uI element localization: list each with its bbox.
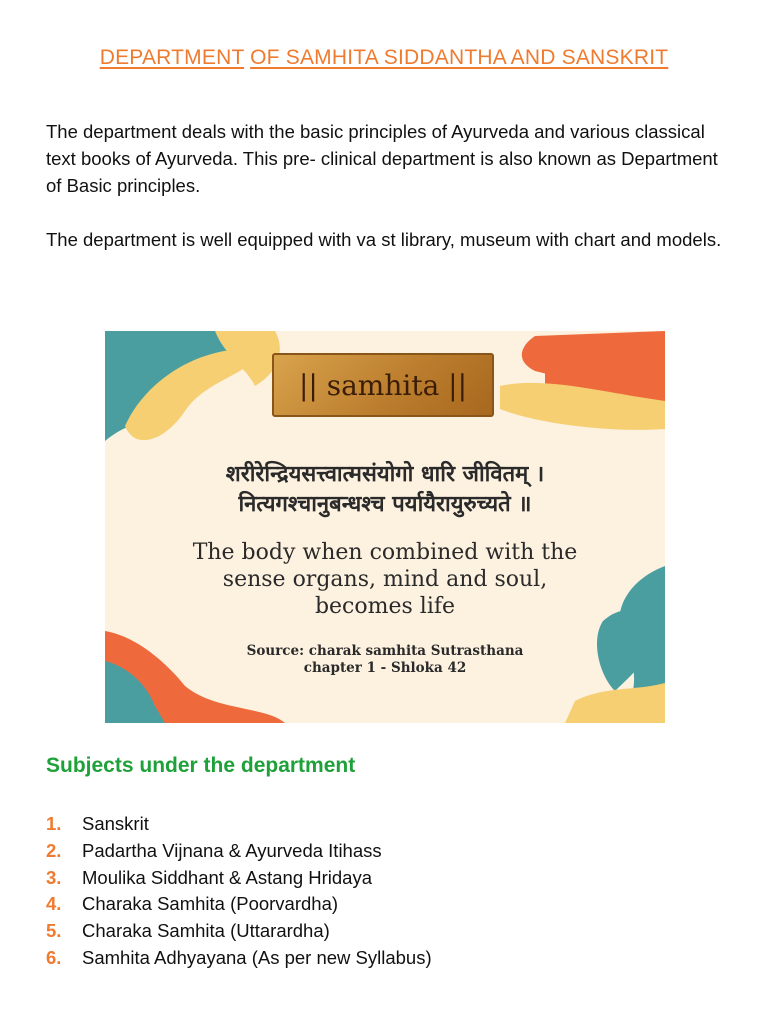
list-number: 1. (46, 813, 62, 834)
list-label: Charaka Samhita (Poorvardha) (82, 893, 339, 915)
list-item (46, 918, 432, 945)
list-item (46, 838, 432, 865)
subjects-heading: Subjects under the department (46, 754, 356, 777)
title-part-rest: OF SAMHITA SIDDANTHA AND SANSKRIT (250, 46, 669, 69)
list-item (46, 891, 432, 918)
list-label: Samhita Adhyayana (As per new Syllabus) (82, 946, 432, 968)
list-item (46, 811, 432, 838)
source-line-2: chapter 1 - Shloka 42 (303, 660, 467, 676)
list-item (46, 865, 432, 892)
sanskrit-verse-line-1: शरीरेन्द्रियसत्त्वात्मसंयोगो धारि जीवितम् । (225, 462, 545, 487)
list-number: 6. (46, 946, 62, 968)
list-number: 5. (46, 920, 62, 942)
list-label: Charaka Samhita (Uttarardha) (82, 920, 330, 942)
list-label: Sanskrit (82, 813, 149, 834)
title-part-department: DEPARTMENT (99, 46, 245, 69)
translation-line-3: becomes life (314, 594, 456, 619)
subjects-list (46, 811, 432, 972)
samhita-title-plaque: || samhita || (272, 353, 494, 417)
list-number: 4. (46, 893, 62, 915)
translation-line-2: sense organs, mind and soul, (222, 567, 548, 592)
page-title (0, 46, 768, 70)
facilities-paragraph: The department is well equipped with va st library, museum with chart and models. (46, 229, 722, 250)
intro-paragraph: The department deals with the basic principles of Ayurveda and various classical text books of Ayurveda. This pre- clinical department is also known as Department of Basic principles. (46, 121, 718, 196)
list-number: 2. (46, 839, 62, 861)
samhita-banner-image (105, 331, 665, 723)
list-item (46, 945, 432, 972)
sanskrit-verse-line-2: नित्यगश्चानुबन्धश्च पर्यायैरायुरुच्यते ॥ (238, 492, 532, 517)
list-number: 3. (46, 866, 62, 888)
source-line-1: Source: charak samhita Sutrasthana (246, 643, 524, 659)
list-label: Moulika Siddhant & Astang Hridaya (82, 866, 373, 888)
translation-line-1: The body when combined with the (192, 540, 578, 565)
list-label: Padartha Vijnana & Ayurveda Itihass (82, 839, 382, 861)
